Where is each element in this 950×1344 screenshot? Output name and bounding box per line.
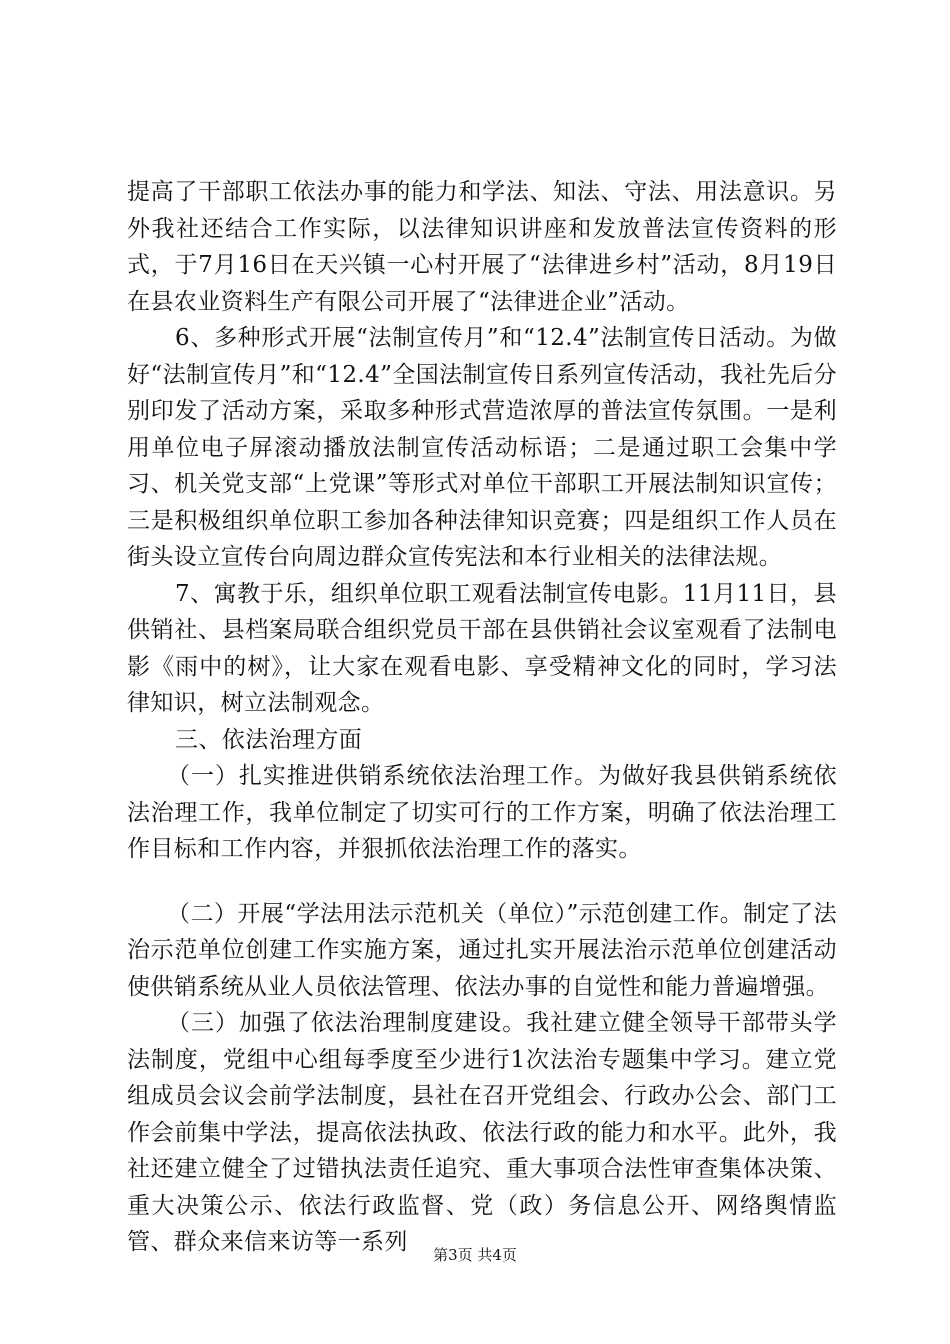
- paragraph-continuation: 提高了干部职工依法办事的能力和学法、知法、守法、用法意识。另外我社还结合工作实际，以法律知识讲座和发放普法宣传资料的形式，于7月16日在天兴镇一心村开展了“法律进乡村”活动，8月19日在县农业资料生产有限公司开展了“法律进企业”活动。: [127, 179, 837, 315]
- section-heading-3: 三、依法治理方面: [175, 726, 363, 753]
- paragraph-subitem-3: （三）加强了依法治理制度建设。我社建立健全领导干部带头学法制度，党组中心组每季度至少进行1次法治专题集中学习。建立党组成员会议会前学法制度，县社在召开党组会、行政办公会、部门工作会前集中学法，提高依法执政、依法行政的能力和水平。此外，我社还建立健全了过错执法责任追究、重大事项合法性审查集体决策、重大决策公示、依法行政监督、党（政）务信息公开、网络舆情监管、群众来信来访等一系列: [127, 1010, 837, 1255]
- page-number: 第3页 共4页: [433, 1246, 517, 1264]
- paragraph-subitem-2: （二）开展“学法用法示范机关（单位）”示范创建工作。制定了法治示范单位创建工作实施方案，通过扎实开展法治示范单位创建活动使供销系统从业人员依法管理、依法办事的自觉性和能力普遍增强。: [127, 900, 837, 1000]
- page-footer: [0, 1245, 950, 1265]
- paragraph-item-6: 6、多种形式开展“法制宣传月”和“12.4”法制宣传日活动。为做好“法制宣传月”和“12.4”全国法制宣传日系列宣传活动，我社先后分别印发了活动方案，采取多种形式营造浓厚的普法宣传氛围。一是利用单位电子屏滚动播放法制宣传活动标语；二是通过职工会集中学习、机关党支部“上党课”等形式对单位干部职工开展法制知识宣传；三是积极组织单位职工参加各种法律知识竞赛；四是组织工作人员在街头设立宣传台向周边群众宣传宪法和本行业相关的法律法规。: [127, 325, 837, 570]
- paragraph-item-7: 7、寓教于乐，组织单位职工观看法制宣传电影。11月11日，县供销社、县档案局联合组织党员干部在县供销社会议室观看了法制电影《雨中的树》，让大家在观看电影、享受精神文化的同时，学习法律知识，树立法制观念。: [127, 580, 837, 716]
- paragraph-subitem-1: （一）扎实推进供销系统依法治理工作。为做好我县供销系统依法治理工作，我单位制定了切实可行的工作方案，明确了依法治理工作目标和工作内容，并狠抓依法治理工作的落实。: [127, 763, 837, 862]
- document-body: [127, 174, 837, 1261]
